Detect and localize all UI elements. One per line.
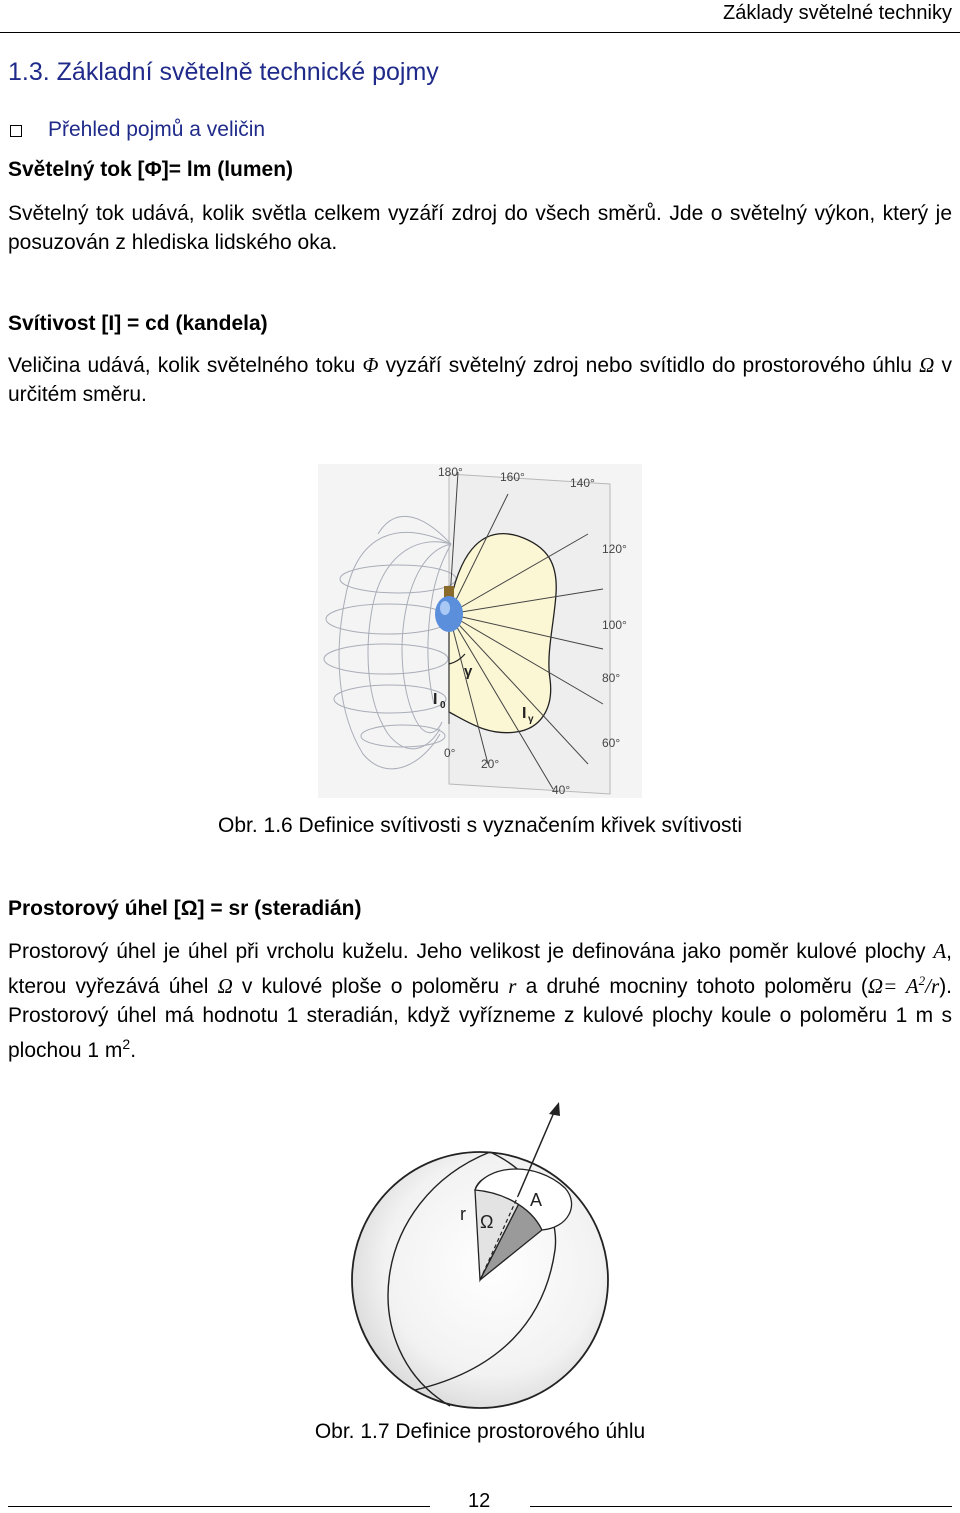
angle-label-100: 100° — [602, 618, 627, 632]
section-title: 1.3. Základní světelně technické pojmy — [8, 58, 439, 86]
solid-angle-heading: Prostorový úhel [Ω] = sr (steradián) — [8, 897, 362, 920]
gamma-label: γ — [464, 663, 473, 680]
running-header: Základy světelné techniky — [722, 2, 952, 24]
footer-rule-right — [530, 1506, 952, 1507]
angle-label-180: 180° — [438, 465, 463, 479]
angle-label-160: 160° — [500, 470, 525, 484]
intensity-paragraph: Veličina udává, kolik světelného toku Φ vyzáří světelný zdroj nebo svítidlo do prostorového úhlu Ω v určitém směru. — [8, 353, 952, 406]
angle-label-140: 140° — [570, 476, 595, 490]
figure-1-7-caption: Obr. 1.7 Definice prostorového úhlu — [314, 1420, 646, 1443]
angle-label-20: 20° — [481, 757, 500, 771]
flux-paragraph: Světelný tok udává, kolik světla celkem vyzáří zdroj do všech směrů. Jde o světelný výkon, který je posuzován z hlediska lidského oka. — [8, 202, 952, 254]
angle-label-80: 80° — [602, 671, 621, 685]
formula: $\Omega= A^2/r$ — [867, 973, 940, 998]
overview-label: Přehled pojmů a veličin — [48, 118, 266, 141]
intensity-heading: Svítivost [I] = cd (kandela) — [8, 312, 268, 335]
i0-subscript: 0 — [440, 700, 446, 711]
angle-label-0: 0° — [444, 746, 456, 760]
page-number: 12 — [468, 1490, 491, 1512]
radius-symbol: r — [508, 974, 517, 998]
header-rule — [0, 32, 960, 33]
figure-1-6-caption: Obr. 1.6 Definice svítivosti s vyznačením křivek svítivosti — [218, 814, 742, 837]
solid-angle-figure — [330, 1100, 630, 1410]
solid-angle-paragraph: Prostorový úhel je úhel při vrcholu kuželu. Jeho velikost je definována jako poměr kulové plochy A, kterou vyřezává úhel Ω v kulové ploše o poloměru r a druhé mocniny tohoto poloměru $(\Omega= A^2/r)$. Prostorový úhel má hodnotu 1 steradián, když vyřízneme z kulové plochy koule o poloměru 1 m s plochou 1 $m^2$. — [8, 939, 953, 1062]
angle-label-60: 60° — [602, 736, 621, 750]
angle-label-120: 120° — [602, 542, 627, 556]
angle-label-40: 40° — [552, 783, 571, 797]
area-label: A — [530, 1190, 543, 1210]
area-symbol: A — [933, 939, 947, 963]
radius-label: r — [460, 1204, 466, 1224]
igamma-subscript: γ — [528, 714, 534, 725]
footer-rule-left — [8, 1506, 430, 1507]
flux-heading: Světelný tok [Φ]= lm (lumen) — [8, 158, 294, 181]
i0-label: I — [433, 691, 438, 708]
luminous-intensity-figure — [318, 464, 642, 798]
igamma-label: I — [522, 705, 527, 722]
phi-symbol: Φ — [362, 353, 379, 377]
overview-bullet — [10, 118, 265, 142]
omega-symbol: Ω — [217, 974, 233, 998]
omega-symbol: Ω — [919, 353, 935, 377]
omega-label: Ω — [480, 1212, 494, 1232]
checkbox-bullet-icon — [10, 125, 22, 137]
